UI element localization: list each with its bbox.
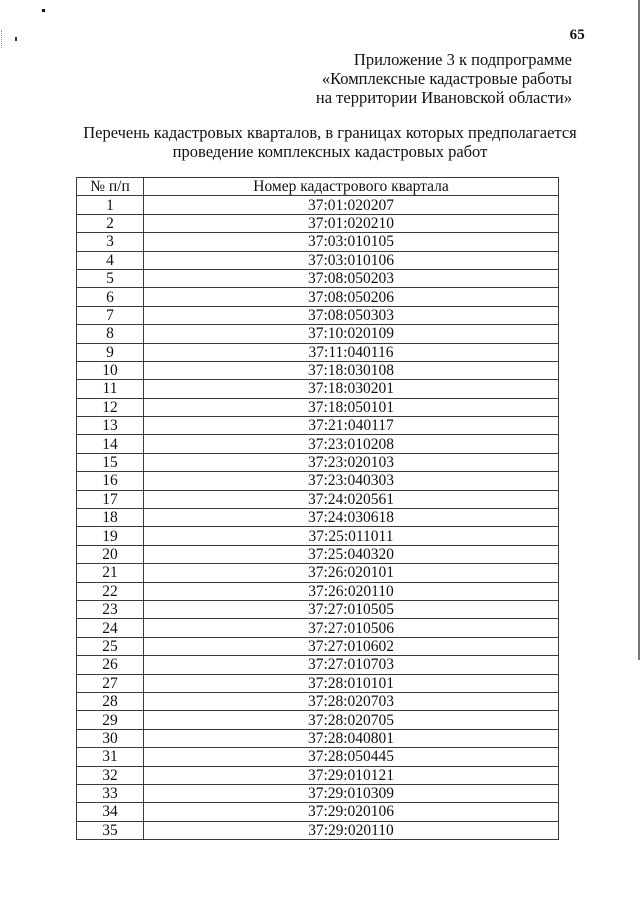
table-row <box>77 214 559 232</box>
cadastral-number: 37:18:050101 <box>144 398 559 416</box>
table-row <box>77 472 559 490</box>
row-index: 14 <box>77 435 144 453</box>
cadastral-number: 37:25:011011 <box>144 527 559 545</box>
row-index: 10 <box>77 361 144 379</box>
row-index: 34 <box>77 803 144 821</box>
table-row <box>77 766 559 784</box>
cadastral-number: 37:25:040320 <box>144 545 559 563</box>
cadastral-number: 37:21:040117 <box>144 417 559 435</box>
row-index: 21 <box>77 564 144 582</box>
cadastral-number: 37:27:010505 <box>144 600 559 618</box>
row-index: 16 <box>77 472 144 490</box>
table-body <box>77 196 559 840</box>
cadastral-number: 37:29:010309 <box>144 784 559 802</box>
table-row <box>77 729 559 747</box>
table-header-row <box>77 178 559 196</box>
row-index: 22 <box>77 582 144 600</box>
row-index: 4 <box>77 251 144 269</box>
row-index: 8 <box>77 325 144 343</box>
row-index: 28 <box>77 692 144 710</box>
appendix-line: на территории Ивановской области» <box>315 88 572 107</box>
row-index: 31 <box>77 748 144 766</box>
table-row <box>77 288 559 306</box>
cadastral-number: 37:24:020561 <box>144 490 559 508</box>
row-index: 12 <box>77 398 144 416</box>
row-index: 2 <box>77 214 144 232</box>
cadastral-number: 37:08:050303 <box>144 306 559 324</box>
row-index: 17 <box>77 490 144 508</box>
table-row <box>77 361 559 379</box>
row-index: 27 <box>77 674 144 692</box>
row-index: 13 <box>77 417 144 435</box>
row-index: 33 <box>77 784 144 802</box>
table-row <box>77 784 559 802</box>
row-index: 6 <box>77 288 144 306</box>
table-row <box>77 711 559 729</box>
cadastral-number: 37:23:040303 <box>144 472 559 490</box>
appendix-caption <box>316 50 572 107</box>
table-row <box>77 306 559 324</box>
cadastral-number: 37:28:050445 <box>144 748 559 766</box>
cadastral-number: 37:27:010602 <box>144 637 559 655</box>
table-row <box>77 343 559 361</box>
cadastral-number: 37:24:030618 <box>144 509 559 527</box>
cadastral-number: 37:27:010703 <box>144 656 559 674</box>
row-index: 29 <box>77 711 144 729</box>
table-row <box>77 637 559 655</box>
table-row <box>77 545 559 563</box>
cadastral-number: 37:03:010105 <box>144 233 559 251</box>
cadastral-number: 37:28:020705 <box>144 711 559 729</box>
document-title <box>60 124 600 161</box>
cadastral-number: 37:18:030108 <box>144 361 559 379</box>
title-line: Перечень кадастровых кварталов, в границах которых предполагается <box>83 123 577 142</box>
table-row <box>77 600 559 618</box>
table-row <box>77 619 559 637</box>
cadastral-number: 37:28:010101 <box>144 674 559 692</box>
table-row <box>77 269 559 287</box>
header-cadastral-number: Номер кадастрового квартала <box>144 178 559 196</box>
header-index: № п/п <box>77 178 144 196</box>
table-row <box>77 196 559 214</box>
row-index: 20 <box>77 545 144 563</box>
row-index: 35 <box>77 821 144 839</box>
table-row <box>77 748 559 766</box>
title-line: проведение комплексных кадастровых работ <box>172 141 488 161</box>
table-row <box>77 803 559 821</box>
row-index: 1 <box>77 196 144 214</box>
table-row <box>77 417 559 435</box>
cadastral-number: 37:08:050203 <box>144 269 559 287</box>
cadastral-quarters-table-container <box>76 177 558 840</box>
cadastral-number: 37:26:020101 <box>144 564 559 582</box>
cadastral-number: 37:08:050206 <box>144 288 559 306</box>
scan-mark-dash <box>1 30 3 48</box>
row-index: 26 <box>77 656 144 674</box>
row-index: 5 <box>77 269 144 287</box>
table-row <box>77 380 559 398</box>
cadastral-number: 37:03:010106 <box>144 251 559 269</box>
table-row <box>77 527 559 545</box>
cadastral-number: 37:23:010208 <box>144 435 559 453</box>
row-index: 3 <box>77 233 144 251</box>
cadastral-number: 37:01:020207 <box>144 196 559 214</box>
table-row <box>77 821 559 839</box>
row-index: 11 <box>77 380 144 398</box>
table-row <box>77 582 559 600</box>
cadastral-number: 37:29:010121 <box>144 766 559 784</box>
table-row <box>77 490 559 508</box>
cadastral-number: 37:29:020110 <box>144 821 559 839</box>
row-index: 7 <box>77 306 144 324</box>
cadastral-number: 37:29:020106 <box>144 803 559 821</box>
cadastral-number: 37:26:020110 <box>144 582 559 600</box>
table-row <box>77 453 559 471</box>
row-index: 9 <box>77 343 144 361</box>
cadastral-number: 37:28:020703 <box>144 692 559 710</box>
row-index: 24 <box>77 619 144 637</box>
cadastral-number: 37:18:030201 <box>144 380 559 398</box>
table-row <box>77 251 559 269</box>
table-row <box>77 674 559 692</box>
table-row <box>77 509 559 527</box>
table-row <box>77 435 559 453</box>
cadastral-number: 37:01:020210 <box>144 214 559 232</box>
cadastral-number: 37:23:020103 <box>144 453 559 471</box>
row-index: 23 <box>77 600 144 618</box>
row-index: 30 <box>77 729 144 747</box>
table-row <box>77 325 559 343</box>
cadastral-number: 37:27:010506 <box>144 619 559 637</box>
table-row <box>77 233 559 251</box>
row-index: 32 <box>77 766 144 784</box>
row-index: 25 <box>77 637 144 655</box>
scan-mark-dot <box>42 9 45 12</box>
row-index: 18 <box>77 509 144 527</box>
cadastral-number: 37:28:040801 <box>144 729 559 747</box>
cadastral-number: 37:11:040116 <box>144 343 559 361</box>
appendix-line: «Комплексные кадастровые работы <box>321 69 572 88</box>
cadastral-number: 37:10:020109 <box>144 325 559 343</box>
cadastral-quarters-table <box>76 177 559 840</box>
table-row <box>77 656 559 674</box>
page-number: 65 <box>569 27 585 43</box>
table-row <box>77 398 559 416</box>
row-index: 15 <box>77 453 144 471</box>
row-index: 19 <box>77 527 144 545</box>
table-row <box>77 564 559 582</box>
appendix-line: Приложение 3 к подпрограмме <box>353 50 572 69</box>
scan-mark-tick <box>15 37 17 41</box>
table-row <box>77 692 559 710</box>
